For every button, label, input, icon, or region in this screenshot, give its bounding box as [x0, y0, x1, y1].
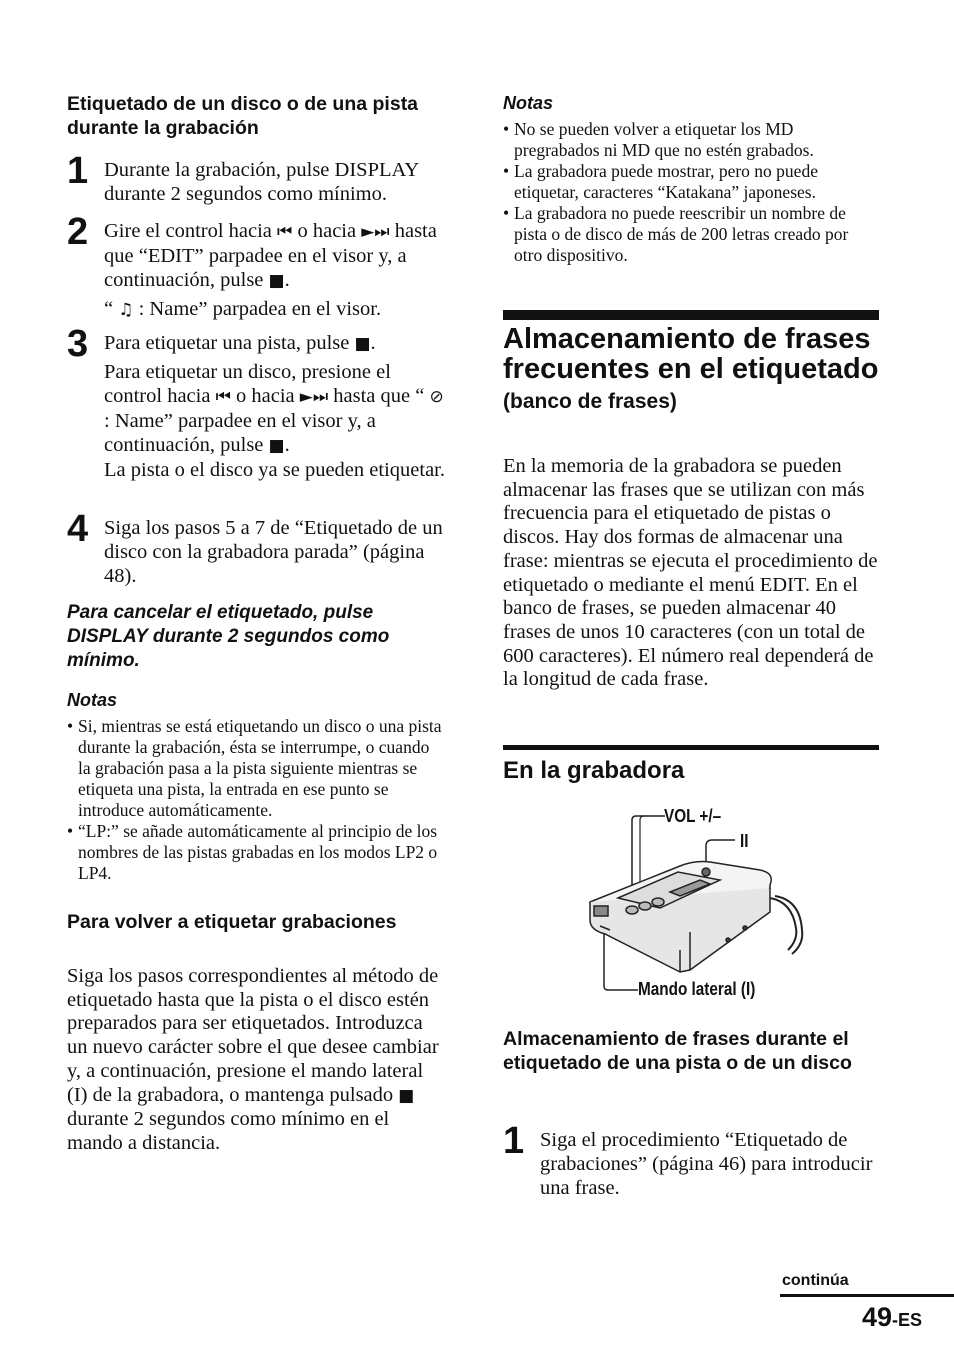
list-item: • No se pueden volver a etiquetar los MD pregrabados ni MD que no estén grabados. — [503, 119, 879, 161]
next-track-icon: ►⏭ — [299, 387, 329, 407]
heading-labeling-during-recording: Etiquetado de un disco o de una pista durante la grabación — [67, 93, 419, 139]
disc-icon: ⊘ — [429, 387, 444, 407]
step-number: 1 — [67, 150, 89, 192]
stop-icon: ■ — [354, 334, 371, 354]
intro-paragraph: En la memoria de la grabadora se pueden almacenar las frases que se utilizan con más frecuencia para el etiquetado de pistas o discos. Hay dos formas de almacenar una frase: mientras se ejecuta el procedimiento de etiquetado o mediante el menú EDIT. En el banco de frases, se pueden almacenar 40 frases de unos 10 caracteres (con un total de 600 caracteres). El número real dependerá de la longitud de cada frase. — [503, 455, 878, 691]
notes-label: Notas — [67, 690, 118, 710]
subsection-divider — [503, 745, 879, 750]
step-text: Gire el control hacia ⏮ o hacia ►⏭ hasta que “EDIT” parpadee en el visor y, a continuación, pulse ■. “ ♫ : Name” parpadea en el visor. — [104, 220, 437, 320]
previous-track-icon: ⏮ — [215, 387, 231, 407]
page-number: 49-ES — [862, 1302, 923, 1332]
step-text: Siga los pasos 5 a 7 de “Etiquetado de un disco con la grabadora parada” (página 48). — [104, 517, 443, 587]
music-note-icon: ♫ — [118, 300, 134, 320]
list-item: • Si, mientras se está etiquetando un disco o una pista durante la grabación, ésta se interrumpe, o cuando la grabación pasa a la pista siguiente mientras se etiqueta una pista, la entrada en ese punto se introduce automáticamente. — [67, 716, 445, 821]
recorder-figure — [570, 800, 830, 1010]
vol-label: VOL +/– — [664, 806, 722, 826]
section-divider — [503, 310, 879, 320]
stop-icon: ■ — [268, 271, 285, 291]
notes-list — [503, 119, 879, 266]
next-track-icon: ►⏭ — [361, 222, 390, 242]
relabel-paragraph: Siga los pasos correspondientes al método de etiquetado hasta que la pista o el disco estén preparados para ser etiquetados. Introduzca un nuevo carácter sobre el que desee cambiar y, a continuación, presione el mando lateral (I) de la grabadora, o mantenga pulsado ■ durante 2 segundos como mínimo en el mando a distancia. — [67, 965, 439, 1154]
side-jog-label: Mando lateral (I) — [638, 979, 756, 999]
footer-rule — [780, 1294, 954, 1297]
step-number: 4 — [67, 508, 89, 550]
subsection-title: En la grabadora — [503, 757, 685, 784]
section-title: Almacenamiento de frases frecuentes en el etiquetado (banco de frases) — [503, 323, 879, 413]
notes-list — [67, 716, 445, 884]
heading-relabel: Para volver a etiquetar grabaciones — [67, 911, 397, 933]
step-number: 1 — [503, 1120, 525, 1162]
step-number: 3 — [67, 323, 89, 365]
list-item: • “LP:” se añade automáticamente al principio de los nombres de las pistas grabadas en los modos LP2 o LP4. — [67, 821, 445, 884]
step-text: Para etiquetar una pista, pulse ■. Para etiquetar un disco, presione el control hacia ⏮ o hacia ►⏭ hasta que “ ⊘ : Name” parpadee en el visor y, a continuación, pulse ■. La pista o el disco ya se pueden etiquetar. — [104, 332, 445, 481]
pause-label: II — [740, 831, 749, 851]
stop-icon: ■ — [268, 436, 285, 456]
continued-label: continúa — [782, 1272, 849, 1289]
list-item: • La grabadora puede mostrar, pero no puede etiquetar, caracteres “Katakana” japoneses. — [503, 161, 879, 203]
step-text: Durante la grabación, pulse DISPLAY durante 2 segundos como mínimo. — [104, 159, 419, 205]
list-item: • La grabadora no puede reescribir un nombre de pista o de disco de más de 200 letras creado por otro dispositivo. — [503, 203, 879, 266]
heading-store-phrases: Almacenamiento de frases durante el etiquetado de una pista o de un disco — [503, 1028, 852, 1074]
step-text: Siga el procedimiento “Etiquetado de grabaciones” (página 46) para introducir una frase. — [540, 1129, 873, 1199]
heading-cancel-labeling: Para cancelar el etiquetado, pulse DISPLAY durante 2 segundos como mínimo. — [67, 602, 390, 671]
previous-track-icon: ⏮ — [277, 222, 293, 242]
step-number: 2 — [67, 211, 89, 253]
stop-icon: ■ — [398, 1085, 415, 1106]
notes-label: Notas — [503, 93, 554, 113]
